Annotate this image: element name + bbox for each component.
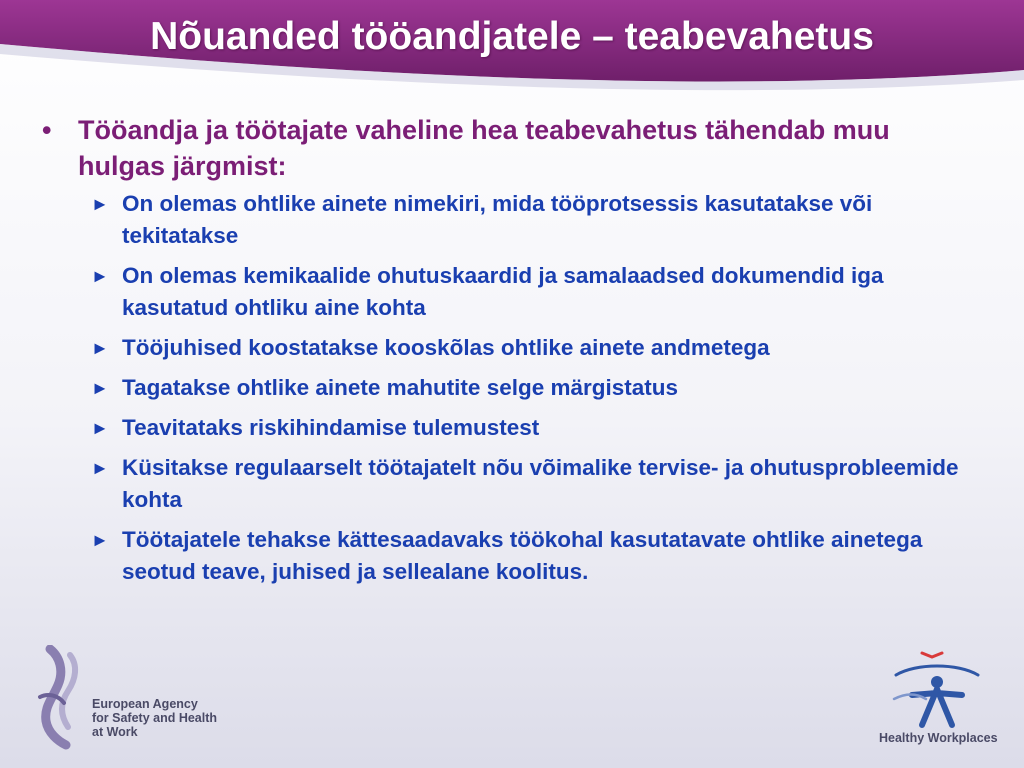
arrow-marker-icon: ►: [91, 338, 109, 358]
arrow-marker-icon: ►: [91, 266, 109, 286]
osha-logo-line: at Work: [92, 725, 138, 739]
list-item-text: On olemas ohtlike ainete nimekiri, mida tööprotsessis kasutatakse või tekitatakse: [122, 191, 873, 248]
sub-bullet-list: [38, 188, 968, 588]
osha-logo-line: for Safety and Health: [92, 711, 218, 725]
list-item: [91, 332, 968, 364]
list-item-text: Tööjuhised koostatakse kooskõlas ohtlike ainete andmetega: [122, 335, 770, 360]
osha-logo-line: European Agency: [92, 697, 198, 711]
arrow-marker-icon: ►: [91, 530, 109, 550]
list-item-text: Teavitataks riskihindamise tulemustest: [122, 415, 540, 440]
list-item-text: Tagatakse ohtlike ainete mahutite selge märgistatus: [122, 375, 679, 400]
list-item-text: Küsitakse regulaarselt töötajatelt nõu võimalike tervise- ja ohutusprobleemide kohta: [122, 455, 959, 512]
arrow-marker-icon: ►: [91, 378, 109, 398]
healthy-workplaces-label: Healthy Workplaces: [879, 731, 998, 745]
slide-title: Nõuanded tööandjatele – teabevahetus: [150, 15, 874, 58]
healthy-workplaces-logo-icon: [882, 647, 992, 742]
arrow-marker-icon: ►: [91, 418, 109, 438]
list-item: [91, 372, 968, 404]
lead-bullet-item: [38, 112, 968, 184]
arrow-marker-icon: ►: [91, 194, 109, 214]
list-item: [91, 188, 968, 252]
list-item-text: Töötajatele tehakse kättesaadavaks töökohal kasutatavate ohtlike ainetega seotud teave, juhised ja sellealane koolitus.: [122, 527, 923, 584]
bullet-dot: •: [42, 115, 52, 145]
arrow-marker-icon: ►: [91, 458, 109, 478]
osha-logo-text: [92, 697, 217, 739]
lead-text: Tööandja ja töötajate vaheline hea teabevahetus tähendab muu hulgas järgmist:: [78, 115, 890, 181]
list-item: [91, 412, 968, 444]
list-item: [91, 260, 968, 324]
list-item-text: On olemas kemikaalide ohutuskaardid ja samalaadsed dokumendid iga kasutatud ohtliku aine kohta: [122, 263, 884, 320]
slide-content: [38, 112, 968, 596]
list-item: [91, 452, 968, 516]
list-item: [91, 524, 968, 588]
